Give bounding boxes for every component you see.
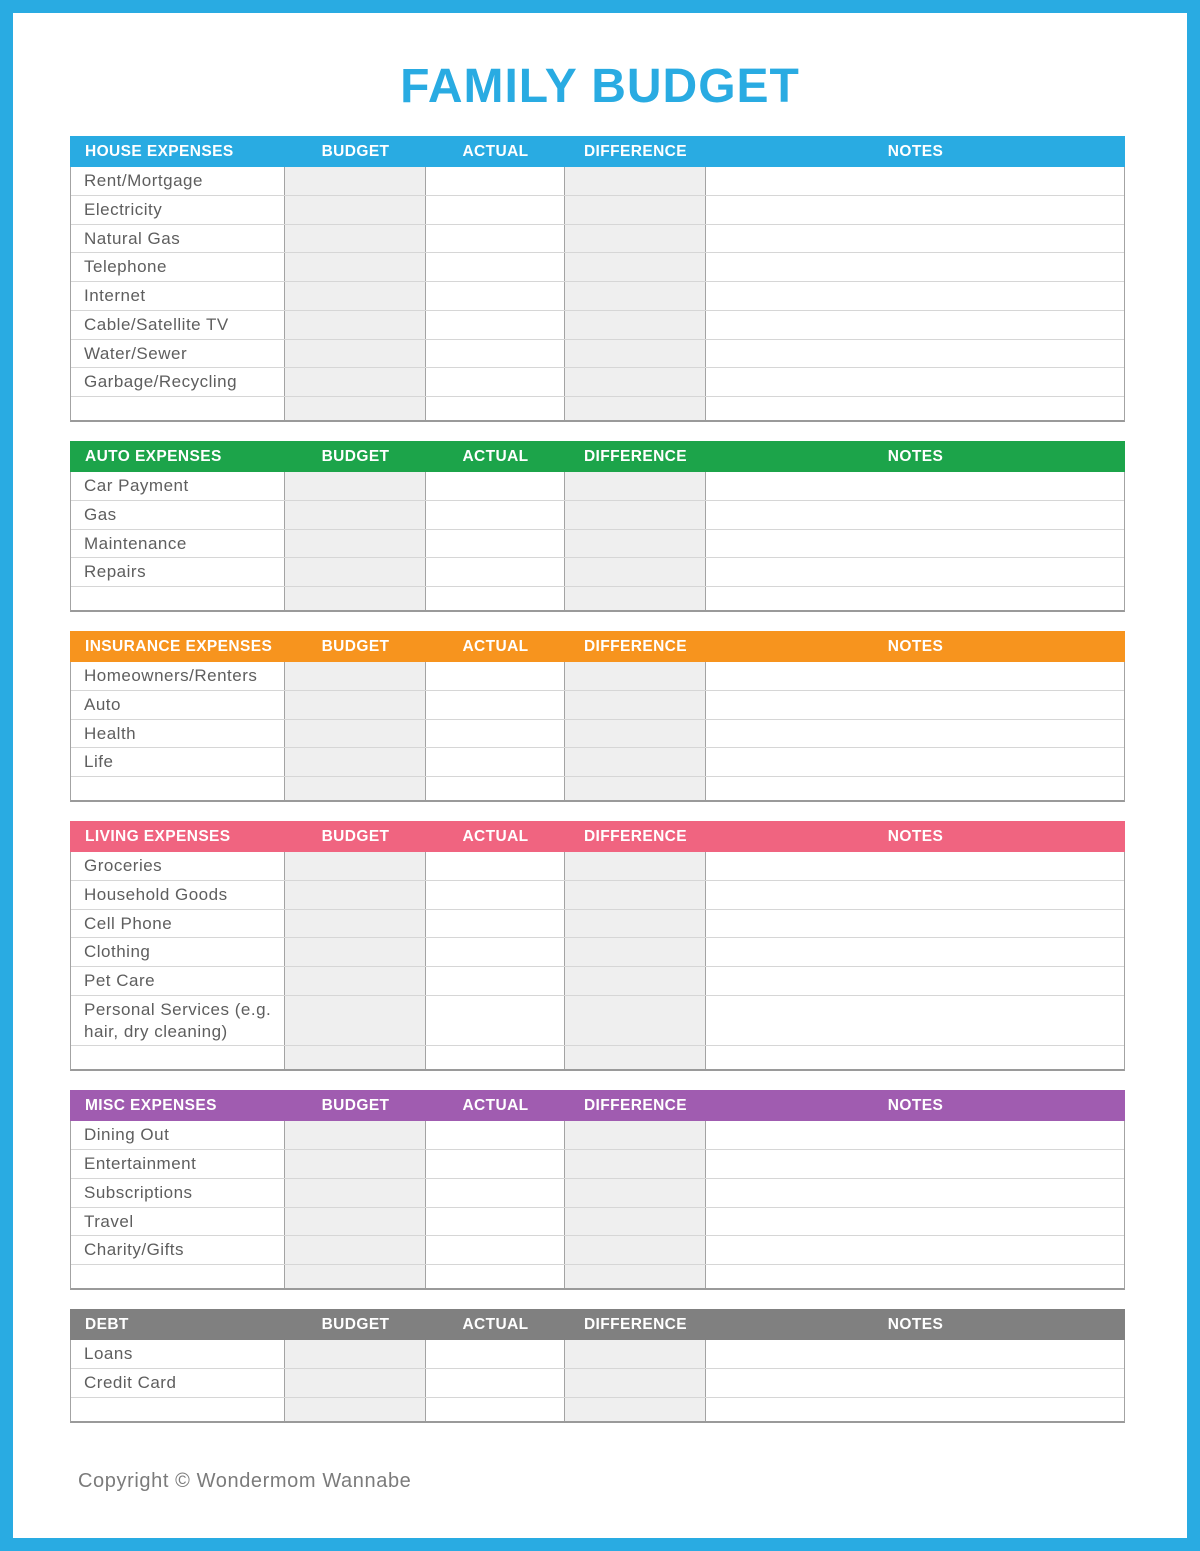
notes-cell[interactable] xyxy=(706,282,1124,310)
section-rows xyxy=(70,662,1125,802)
section-rows xyxy=(70,1121,1125,1290)
budget-cell[interactable] xyxy=(285,938,426,966)
column-header-budget: BUDGET xyxy=(321,637,390,655)
expense-label-cell: Credit Card xyxy=(71,1369,285,1397)
column-header-notes: NOTES xyxy=(887,637,944,655)
column-header-notes: NOTES xyxy=(887,827,944,845)
difference-cell[interactable] xyxy=(565,311,706,339)
difference-cell[interactable] xyxy=(565,587,706,610)
table-row xyxy=(71,530,1124,559)
expense-label-cell: Telephone xyxy=(71,253,285,281)
notes-cell[interactable] xyxy=(706,397,1124,420)
budget-cell[interactable] xyxy=(285,1340,426,1368)
notes-cell[interactable] xyxy=(706,311,1124,339)
column-header-budget: BUDGET xyxy=(321,1315,390,1333)
notes-cell[interactable] xyxy=(706,1046,1124,1069)
budget-cell[interactable] xyxy=(285,472,426,500)
column-header-difference: DIFFERENCE xyxy=(583,142,688,160)
column-header-actual: ACTUAL xyxy=(462,447,529,465)
table-row xyxy=(71,938,1124,967)
notes-cell[interactable] xyxy=(706,967,1124,995)
budget-cell[interactable] xyxy=(285,881,426,909)
table-row xyxy=(71,881,1124,910)
actual-cell[interactable] xyxy=(426,311,565,339)
budget-section xyxy=(70,631,1125,802)
table-row xyxy=(71,852,1124,881)
column-header-difference: DIFFERENCE xyxy=(583,447,688,465)
difference-cell[interactable] xyxy=(565,1340,706,1368)
actual-cell[interactable] xyxy=(426,1179,565,1207)
expense-label-cell: Personal Services (e.g. hair, dry cleaning) xyxy=(71,996,285,1046)
budget-cell[interactable] xyxy=(285,196,426,224)
column-header-notes: NOTES xyxy=(887,1315,944,1333)
budget-cell[interactable] xyxy=(285,282,426,310)
expense-label-cell: Pet Care xyxy=(71,967,285,995)
budget-cell[interactable] xyxy=(285,558,426,586)
table-row xyxy=(71,748,1124,777)
notes-cell[interactable] xyxy=(706,1236,1124,1264)
column-header-difference: DIFFERENCE xyxy=(583,827,688,845)
difference-cell[interactable] xyxy=(565,996,706,1046)
budget-sections xyxy=(70,136,1125,1423)
table-row xyxy=(71,1208,1124,1237)
actual-cell[interactable] xyxy=(426,282,565,310)
column-header-actual: ACTUAL xyxy=(462,1096,529,1114)
notes-cell[interactable] xyxy=(706,748,1124,776)
column-header-actual: ACTUAL xyxy=(462,827,529,845)
notes-cell[interactable] xyxy=(706,852,1124,880)
notes-cell[interactable] xyxy=(706,662,1124,690)
budget-cell[interactable] xyxy=(285,1236,426,1264)
difference-cell[interactable] xyxy=(565,938,706,966)
table-row xyxy=(71,910,1124,939)
column-header-budget: BUDGET xyxy=(321,447,390,465)
notes-cell[interactable] xyxy=(706,1369,1124,1397)
notes-cell[interactable] xyxy=(706,1121,1124,1149)
expense-label-cell: Water/Sewer xyxy=(71,340,285,368)
notes-cell[interactable] xyxy=(706,1265,1124,1288)
actual-cell[interactable] xyxy=(426,662,565,690)
difference-cell[interactable] xyxy=(565,691,706,719)
table-row xyxy=(71,1150,1124,1179)
actual-cell[interactable] xyxy=(426,558,565,586)
expense-label-cell: Clothing xyxy=(71,938,285,966)
budget-section xyxy=(70,1090,1125,1290)
expense-label-cell xyxy=(71,587,285,610)
table-row xyxy=(71,1265,1124,1288)
expense-label-cell: Rent/Mortgage xyxy=(71,167,285,195)
actual-cell[interactable] xyxy=(426,397,565,420)
difference-cell[interactable] xyxy=(565,1179,706,1207)
actual-cell[interactable] xyxy=(426,167,565,195)
section-title: INSURANCE EXPENSES xyxy=(85,637,273,655)
table-row xyxy=(71,1236,1124,1265)
budget-cell[interactable] xyxy=(285,368,426,396)
section-title: MISC EXPENSES xyxy=(85,1096,217,1114)
budget-section xyxy=(70,136,1125,422)
notes-cell[interactable] xyxy=(706,530,1124,558)
difference-cell[interactable] xyxy=(565,225,706,253)
column-header-notes: NOTES xyxy=(887,447,944,465)
expense-label-cell: Health xyxy=(71,720,285,748)
notes-cell[interactable] xyxy=(706,1179,1124,1207)
budget-cell[interactable] xyxy=(285,662,426,690)
difference-cell[interactable] xyxy=(565,253,706,281)
budget-cell[interactable] xyxy=(285,1208,426,1236)
actual-cell[interactable] xyxy=(426,910,565,938)
expense-label-cell: Electricity xyxy=(71,196,285,224)
table-row xyxy=(71,1179,1124,1208)
section-rows xyxy=(70,1340,1125,1423)
actual-cell[interactable] xyxy=(426,1265,565,1288)
expense-label-cell: Gas xyxy=(71,501,285,529)
actual-cell[interactable] xyxy=(426,748,565,776)
column-header-notes: NOTES xyxy=(887,1096,944,1114)
difference-cell[interactable] xyxy=(565,1208,706,1236)
section-rows xyxy=(70,167,1125,422)
budget-cell[interactable] xyxy=(285,340,426,368)
notes-cell[interactable] xyxy=(706,938,1124,966)
section-header xyxy=(70,1309,1125,1340)
section-title: DEBT xyxy=(85,1315,129,1333)
budget-cell[interactable] xyxy=(285,1121,426,1149)
budget-cell[interactable] xyxy=(285,253,426,281)
budget-cell[interactable] xyxy=(285,910,426,938)
table-row xyxy=(71,472,1124,501)
difference-cell[interactable] xyxy=(565,282,706,310)
budget-cell[interactable] xyxy=(285,1398,426,1421)
actual-cell[interactable] xyxy=(426,967,565,995)
table-row xyxy=(71,225,1124,254)
difference-cell[interactable] xyxy=(565,1046,706,1069)
budget-cell[interactable] xyxy=(285,311,426,339)
difference-cell[interactable] xyxy=(565,1369,706,1397)
notes-cell[interactable] xyxy=(706,777,1124,800)
notes-cell[interactable] xyxy=(706,1398,1124,1421)
notes-cell[interactable] xyxy=(706,881,1124,909)
actual-cell[interactable] xyxy=(426,1208,565,1236)
expense-label-cell: Homeowners/Renters xyxy=(71,662,285,690)
difference-cell[interactable] xyxy=(565,501,706,529)
section-title: LIVING EXPENSES xyxy=(85,827,231,845)
difference-cell[interactable] xyxy=(565,1236,706,1264)
table-row xyxy=(71,720,1124,749)
actual-cell[interactable] xyxy=(426,691,565,719)
actual-cell[interactable] xyxy=(426,225,565,253)
budget-cell[interactable] xyxy=(285,720,426,748)
table-row xyxy=(71,967,1124,996)
actual-cell[interactable] xyxy=(426,368,565,396)
difference-cell[interactable] xyxy=(565,1150,706,1178)
expense-label-cell: Life xyxy=(71,748,285,776)
difference-cell[interactable] xyxy=(565,167,706,195)
column-header-budget: BUDGET xyxy=(321,142,390,160)
column-header-difference: DIFFERENCE xyxy=(583,1315,688,1333)
actual-cell[interactable] xyxy=(426,1121,565,1149)
expense-label-cell: Travel xyxy=(71,1208,285,1236)
actual-cell[interactable] xyxy=(426,852,565,880)
section-header xyxy=(70,136,1125,167)
actual-cell[interactable] xyxy=(426,720,565,748)
expense-label-cell: Subscriptions xyxy=(71,1179,285,1207)
budget-cell[interactable] xyxy=(285,167,426,195)
section-header xyxy=(70,1090,1125,1121)
table-row xyxy=(71,1369,1124,1398)
table-row xyxy=(71,1398,1124,1421)
table-row xyxy=(71,167,1124,196)
copyright-footer: Copyright © Wondermom Wannabe xyxy=(78,1469,412,1492)
actual-cell[interactable] xyxy=(426,1398,565,1421)
budget-cell[interactable] xyxy=(285,501,426,529)
difference-cell[interactable] xyxy=(565,910,706,938)
difference-cell[interactable] xyxy=(565,1121,706,1149)
section-title: HOUSE EXPENSES xyxy=(85,142,234,160)
notes-cell[interactable] xyxy=(706,167,1124,195)
expense-label-cell xyxy=(71,1265,285,1288)
expense-label-cell xyxy=(71,1046,285,1069)
expense-label-cell: Maintenance xyxy=(71,530,285,558)
expense-label-cell xyxy=(71,1398,285,1421)
budget-cell[interactable] xyxy=(285,225,426,253)
actual-cell[interactable] xyxy=(426,938,565,966)
budget-cell[interactable] xyxy=(285,1150,426,1178)
difference-cell[interactable] xyxy=(565,881,706,909)
table-row xyxy=(71,777,1124,800)
table-row xyxy=(71,691,1124,720)
expense-label-cell: Dining Out xyxy=(71,1121,285,1149)
actual-cell[interactable] xyxy=(426,196,565,224)
column-header-budget: BUDGET xyxy=(321,827,390,845)
actual-cell[interactable] xyxy=(426,777,565,800)
expense-label-cell: Garbage/Recycling xyxy=(71,368,285,396)
budget-cell[interactable] xyxy=(285,748,426,776)
budget-section xyxy=(70,821,1125,1071)
difference-cell[interactable] xyxy=(565,472,706,500)
table-row xyxy=(71,587,1124,610)
expense-label-cell: Repairs xyxy=(71,558,285,586)
difference-cell[interactable] xyxy=(565,397,706,420)
budget-cell[interactable] xyxy=(285,967,426,995)
expense-label-cell xyxy=(71,777,285,800)
actual-cell[interactable] xyxy=(426,587,565,610)
budget-cell[interactable] xyxy=(285,996,426,1046)
column-header-notes: NOTES xyxy=(887,142,944,160)
budget-cell[interactable] xyxy=(285,1046,426,1069)
difference-cell[interactable] xyxy=(565,967,706,995)
notes-cell[interactable] xyxy=(706,1340,1124,1368)
notes-cell[interactable] xyxy=(706,196,1124,224)
actual-cell[interactable] xyxy=(426,253,565,281)
notes-cell[interactable] xyxy=(706,253,1124,281)
budget-cell[interactable] xyxy=(285,587,426,610)
budget-cell[interactable] xyxy=(285,397,426,420)
notes-cell[interactable] xyxy=(706,587,1124,610)
actual-cell[interactable] xyxy=(426,472,565,500)
section-header xyxy=(70,631,1125,662)
budget-section xyxy=(70,1309,1125,1423)
notes-cell[interactable] xyxy=(706,1208,1124,1236)
table-row xyxy=(71,558,1124,587)
budget-cell[interactable] xyxy=(285,530,426,558)
difference-cell[interactable] xyxy=(565,852,706,880)
budget-section xyxy=(70,441,1125,612)
notes-cell[interactable] xyxy=(706,340,1124,368)
expense-label-cell: Internet xyxy=(71,282,285,310)
budget-cell[interactable] xyxy=(285,1369,426,1397)
section-rows xyxy=(70,472,1125,612)
difference-cell[interactable] xyxy=(565,558,706,586)
table-row xyxy=(71,340,1124,369)
budget-cell[interactable] xyxy=(285,1179,426,1207)
section-rows xyxy=(70,852,1125,1071)
expense-label-cell: Groceries xyxy=(71,852,285,880)
actual-cell[interactable] xyxy=(426,340,565,368)
budget-cell[interactable] xyxy=(285,777,426,800)
notes-cell[interactable] xyxy=(706,910,1124,938)
expense-label-cell: Natural Gas xyxy=(71,225,285,253)
notes-cell[interactable] xyxy=(706,996,1124,1046)
actual-cell[interactable] xyxy=(426,1369,565,1397)
table-row xyxy=(71,397,1124,420)
difference-cell[interactable] xyxy=(565,368,706,396)
difference-cell[interactable] xyxy=(565,530,706,558)
notes-cell[interactable] xyxy=(706,691,1124,719)
table-row xyxy=(71,996,1124,1047)
table-row xyxy=(71,282,1124,311)
actual-cell[interactable] xyxy=(426,1236,565,1264)
table-row xyxy=(71,1340,1124,1369)
section-header xyxy=(70,441,1125,472)
actual-cell[interactable] xyxy=(426,501,565,529)
table-row xyxy=(71,501,1124,530)
expense-label-cell xyxy=(71,397,285,420)
expense-label-cell: Car Payment xyxy=(71,472,285,500)
expense-label-cell: Entertainment xyxy=(71,1150,285,1178)
difference-cell[interactable] xyxy=(565,1265,706,1288)
difference-cell[interactable] xyxy=(565,196,706,224)
table-row xyxy=(71,196,1124,225)
difference-cell[interactable] xyxy=(565,720,706,748)
difference-cell[interactable] xyxy=(565,1398,706,1421)
difference-cell[interactable] xyxy=(565,340,706,368)
expense-label-cell: Auto xyxy=(71,691,285,719)
actual-cell[interactable] xyxy=(426,1150,565,1178)
section-title: AUTO EXPENSES xyxy=(85,447,222,465)
expense-label-cell: Cell Phone xyxy=(71,910,285,938)
notes-cell[interactable] xyxy=(706,225,1124,253)
notes-cell[interactable] xyxy=(706,720,1124,748)
expense-label-cell: Loans xyxy=(71,1340,285,1368)
column-header-budget: BUDGET xyxy=(321,1096,390,1114)
column-header-actual: ACTUAL xyxy=(462,142,529,160)
notes-cell[interactable] xyxy=(706,558,1124,586)
notes-cell[interactable] xyxy=(706,501,1124,529)
table-row xyxy=(71,368,1124,397)
notes-cell[interactable] xyxy=(706,368,1124,396)
actual-cell[interactable] xyxy=(426,881,565,909)
expense-label-cell: Cable/Satellite TV xyxy=(71,311,285,339)
difference-cell[interactable] xyxy=(565,748,706,776)
table-row xyxy=(71,311,1124,340)
notes-cell[interactable] xyxy=(706,1150,1124,1178)
difference-cell[interactable] xyxy=(565,777,706,800)
expense-label-cell: Household Goods xyxy=(71,881,285,909)
table-row xyxy=(71,1046,1124,1069)
column-header-actual: ACTUAL xyxy=(462,637,529,655)
actual-cell[interactable] xyxy=(426,530,565,558)
notes-cell[interactable] xyxy=(706,472,1124,500)
difference-cell[interactable] xyxy=(565,662,706,690)
budget-cell[interactable] xyxy=(285,691,426,719)
budget-cell[interactable] xyxy=(285,852,426,880)
table-row xyxy=(71,253,1124,282)
section-header xyxy=(70,821,1125,852)
expense-label-cell: Charity/Gifts xyxy=(71,1236,285,1264)
column-header-difference: DIFFERENCE xyxy=(583,637,688,655)
budget-cell[interactable] xyxy=(285,1265,426,1288)
column-header-difference: DIFFERENCE xyxy=(583,1096,688,1114)
actual-cell[interactable] xyxy=(426,996,565,1046)
table-row xyxy=(71,1121,1124,1150)
actual-cell[interactable] xyxy=(426,1340,565,1368)
actual-cell[interactable] xyxy=(426,1046,565,1069)
column-header-actual: ACTUAL xyxy=(462,1315,529,1333)
page-title: FAMILY BUDGET xyxy=(400,60,800,113)
table-row xyxy=(71,662,1124,691)
